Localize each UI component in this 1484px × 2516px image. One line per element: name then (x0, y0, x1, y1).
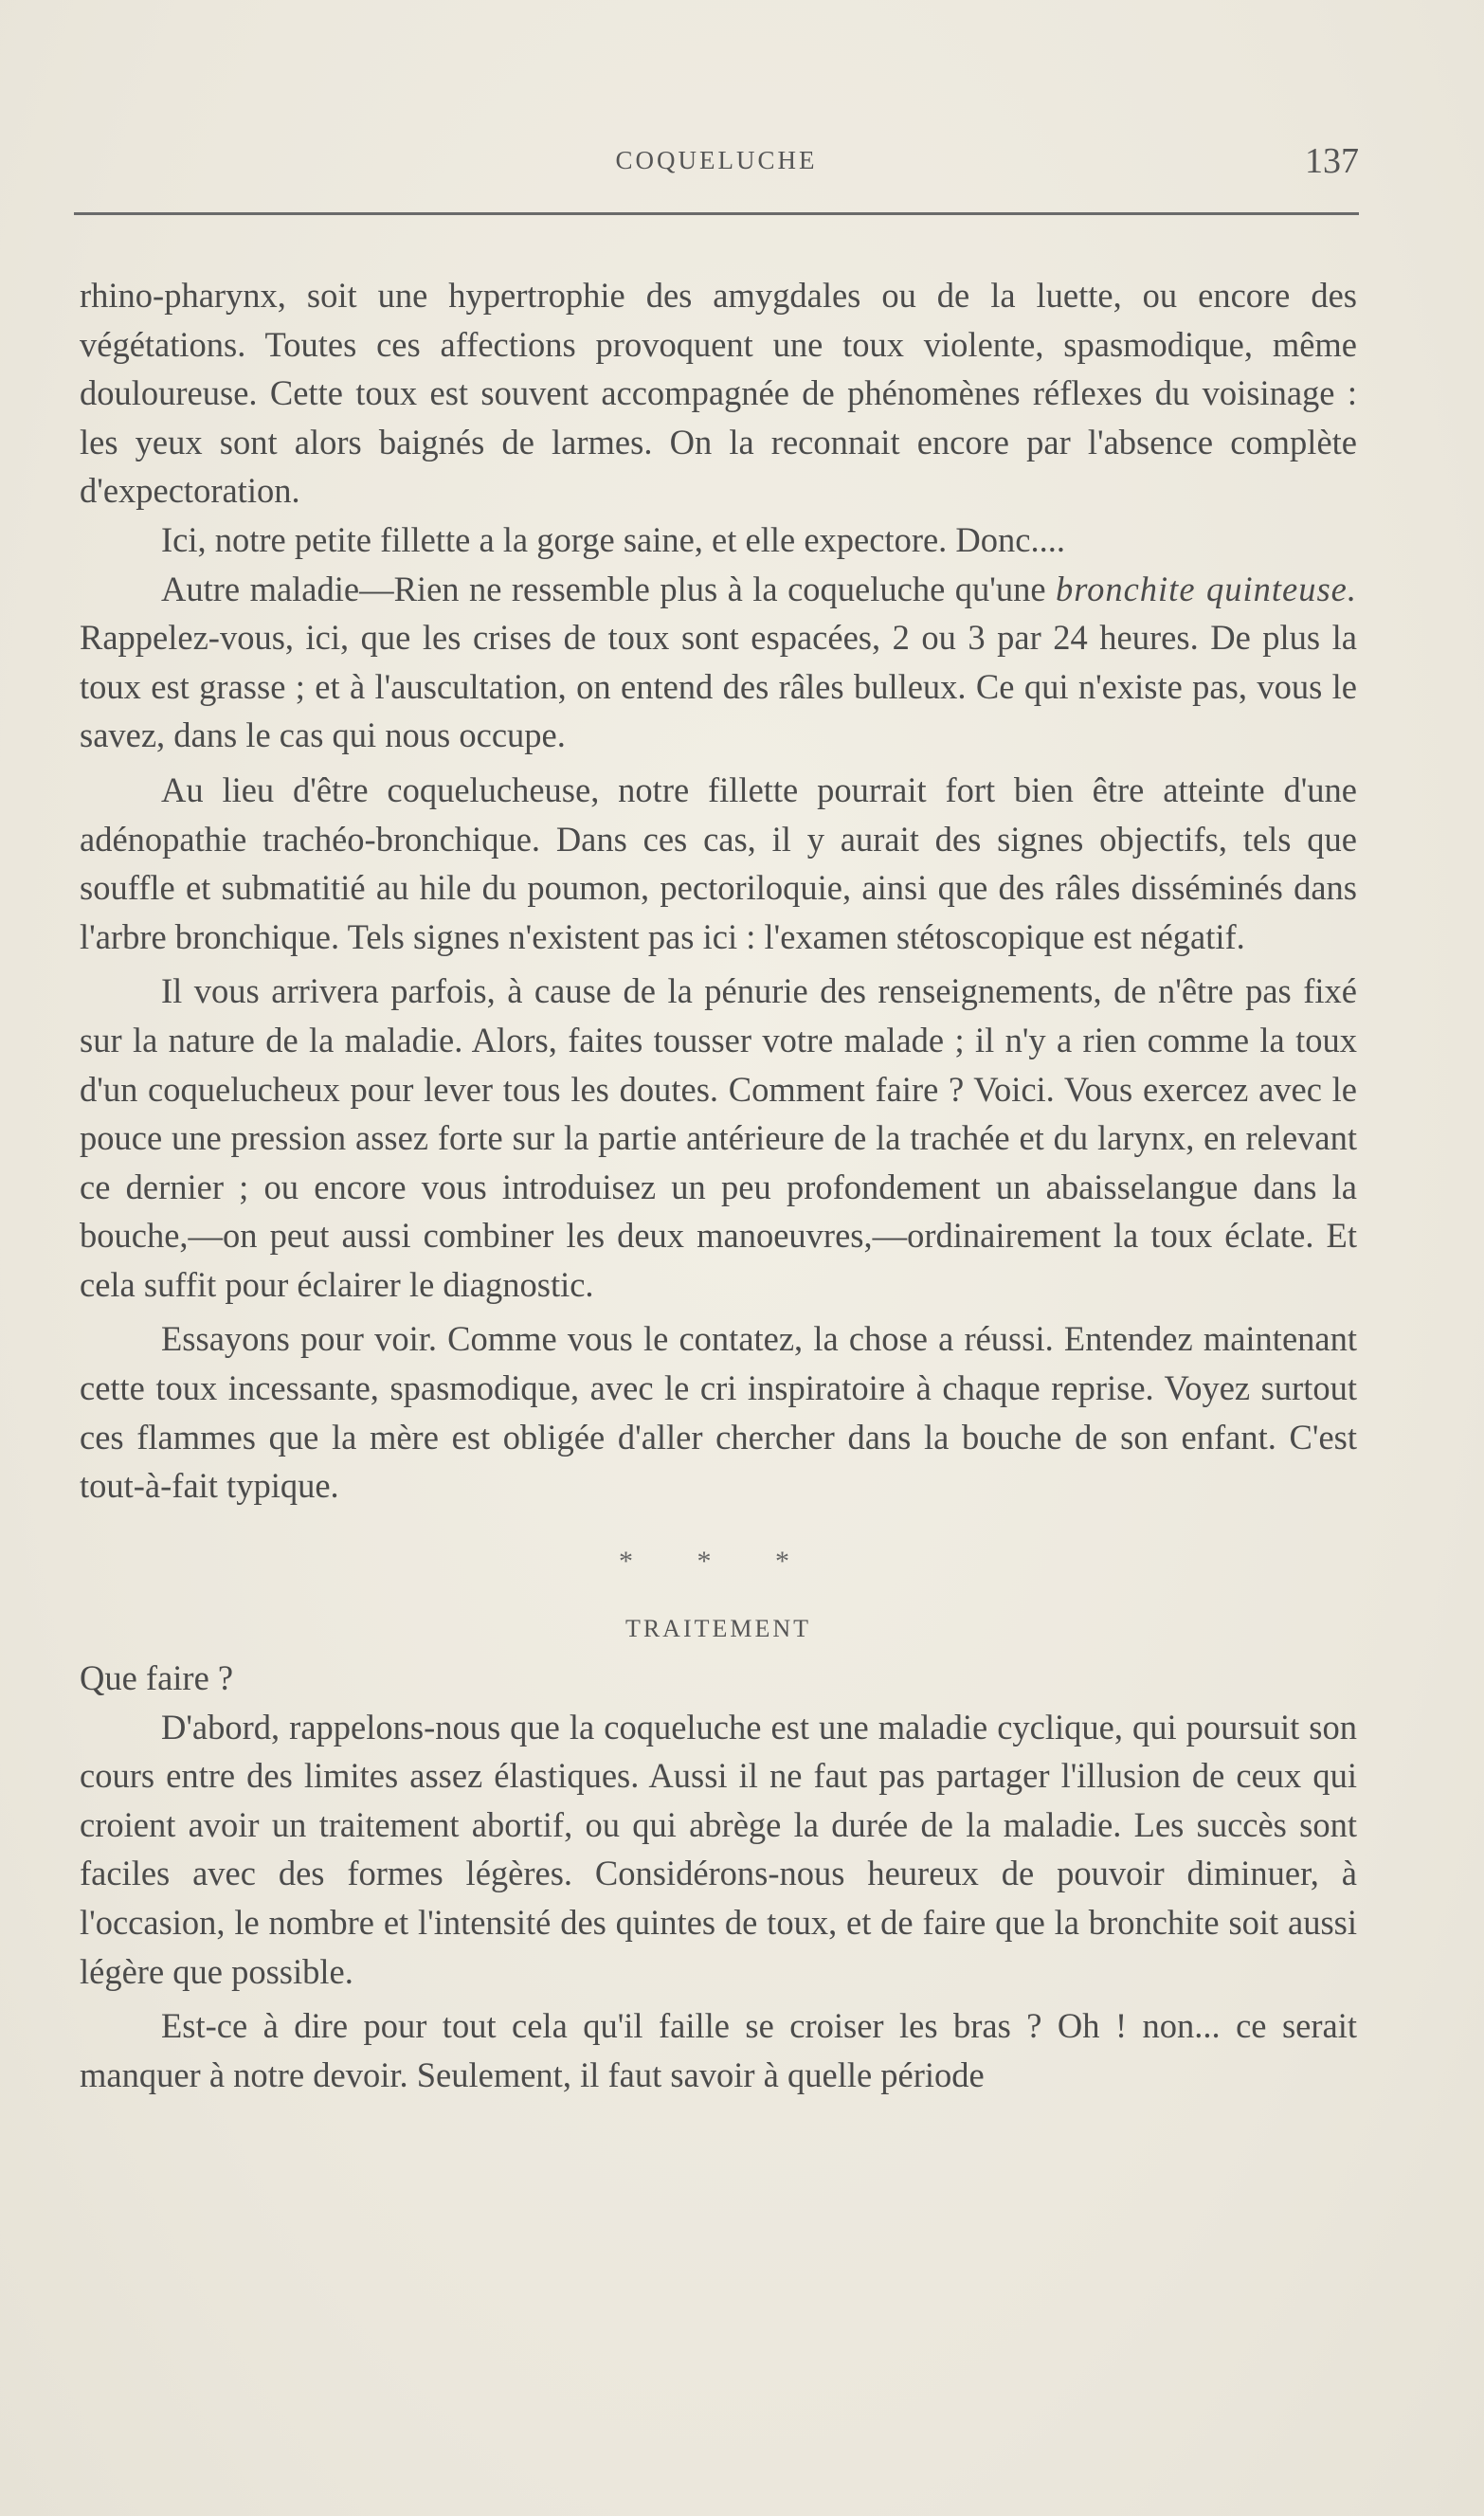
paragraph-text: Rappelez-vous, ici, que les crises de toux sont espacées, 2 ou 3 par 24 heures. De plus la toux est grasse ; et à l'auscultation, on entend des râles bulleux. Ce qui n'existe pas, vous le savez, dans le cas qui nous occupe. (80, 618, 1357, 755)
paragraph (80, 565, 1357, 760)
paragraph: D'abord, rappelons-nous que la coqueluche est une maladie cyclique, qui poursuit son cours entre des limites assez élastiques. Aussi il ne faut pas partager l'illusion de ceux qui croient avoir un traitement abortif, ou qui abrège la durée de la maladie. Les succès sont faciles avec des formes légères. Considérons-nous heureux de pouvoir diminuer, à l'occasion, le nombre et l'intensité des quintes de toux, et de faire que la bronchite soit aussi légère que possible. (80, 1707, 1357, 1991)
page-number: 137 (1305, 141, 1359, 181)
paragraph: Il vous arrivera parfois, à cause de la pénurie des renseignements, de n'être pas fixé sur la nature de la maladie. Alors, faites tousser votre malade ; il n'y a rien comme la toux d'un coquelucheux pour lever tous les doutes. Comment faire ? Voici. Vous exercez avec le pouce une pression assez forte sur la partie antérieure de la trachée et du larynx, en relevant ce dernier ; ou encore vous introduisez un peu profondement un abaisselangue dans la bouche,—on peut aussi combiner les deux manoeuvres,—ordinairement la toux éclate. Et cela suffit pour éclairer le diagnostic. (80, 971, 1357, 1304)
running-head: COQUELUCHE (615, 146, 818, 174)
section-title: TRAITEMENT (624, 1615, 812, 1643)
section-question: Que faire ? (80, 1658, 234, 1698)
paragraph-text: Autre maladie—Rien ne ressemble plus à la coqueluche qu'une (161, 569, 1056, 608)
body-text (80, 271, 1357, 2099)
page-header (74, 140, 1359, 197)
paragraph: rhino-pharynx, soit une hypertrophie des amygdales ou de la luette, ou encore des végétations. Toutes ces affections provoquent une toux violente, spasmodique, même douloureuse. Cette toux est souvent accompagnée de phénomènes réflexes du voisinage : les yeux sont alors baignés de larmes. On la reconnait encore par l'absence complète d'expectoration. (80, 276, 1357, 511)
italic-term: bronchite quinteuse. (1055, 569, 1357, 608)
paragraph: Ici, notre petite fillette a la gorge saine, et elle expectore. Donc.... (161, 519, 1065, 559)
paragraph: Essayons pour voir. Comme vous le contatez, la chose a réussi. Entendez maintenant cette toux incessante, spasmodique, avec le cri inspiratoire à chaque reprise. Voyez surtout ces flammes que la mère est obligée d'aller chercher dans la bouche de son enfant. C'est tout-à-fait typique. (80, 1319, 1357, 1506)
paragraph: Au lieu d'être coquelucheuse, notre fillette pourrait fort bien être atteinte d'une adénopathie trachéo-bronchique. Dans ces cas, il y aurait des signes objectifs, tels que souffle et submatitié au hile du poumon, pectoriloquie, ainsi que des râles disséminés dans l'arbre bronchique. Tels signes n'existent pas ici : l'examen stétoscopique est négatif. (80, 769, 1357, 956)
header-rule (74, 212, 1359, 215)
section-separator: * * * (619, 1545, 818, 1577)
paragraph: Est-ce à dire pour tout cela qu'il faille se croiser les bras ? Oh ! non... ce serait manquer à notre devoir. Seulement, il faut savoir à quelle période (80, 2006, 1357, 2094)
